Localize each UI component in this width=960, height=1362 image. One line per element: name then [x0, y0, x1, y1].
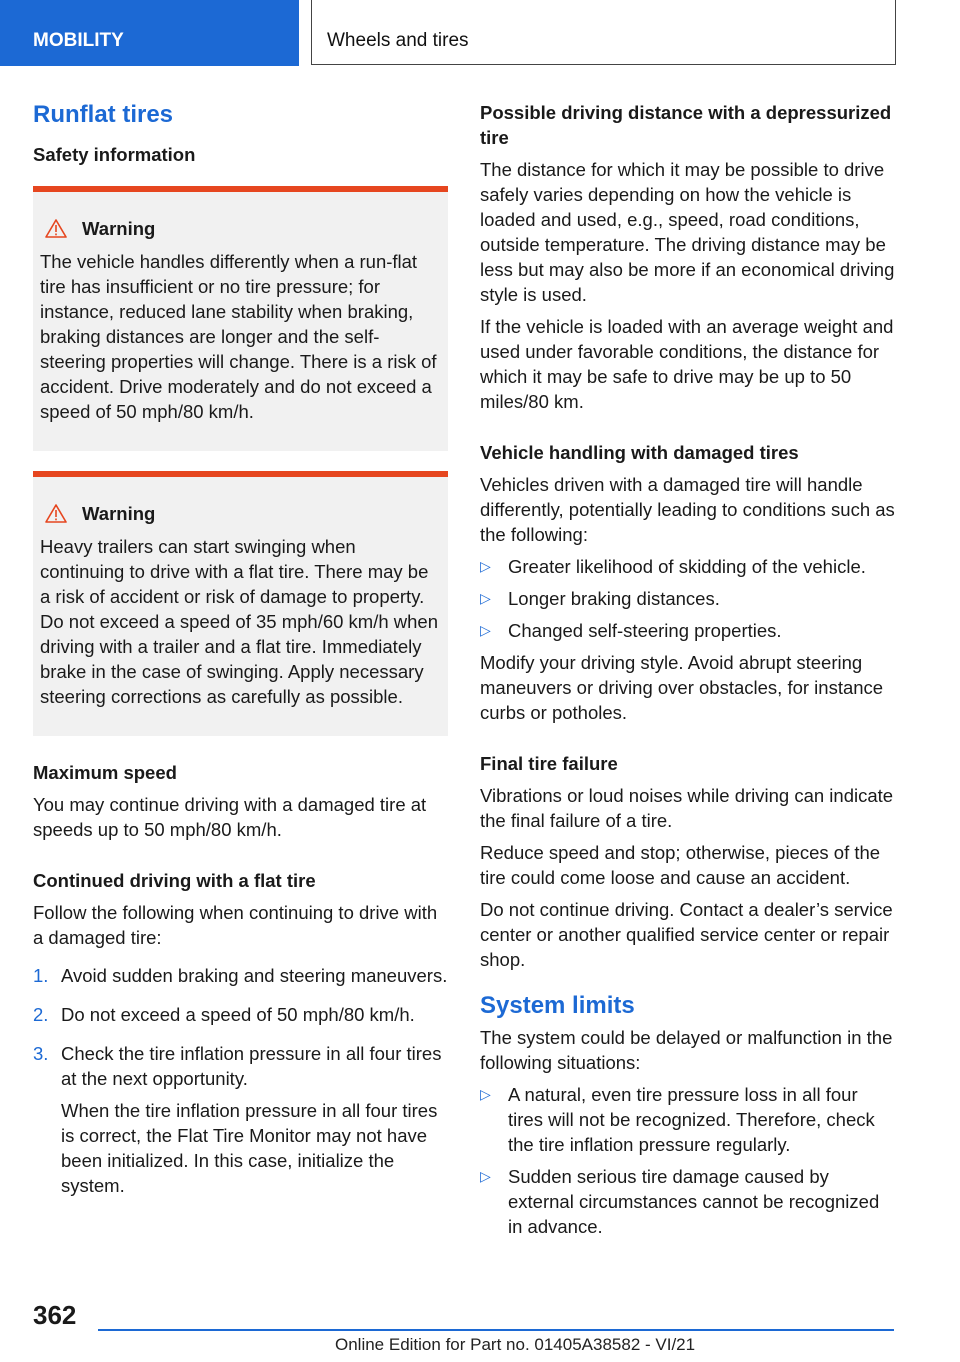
steps-list: [33, 963, 448, 1205]
triangle-bullet-icon: ▷: [480, 1168, 491, 1184]
list-item-text: Changed self-steering properties.: [508, 620, 782, 641]
list-item: [480, 618, 895, 643]
list-item: [33, 1002, 448, 1034]
step-text: Avoid sudden braking and steering maneuvers.: [61, 965, 448, 986]
step-number: 3.: [33, 1043, 49, 1064]
paragraph-distance-2: If the vehicle is loaded with an average weight and used under favorable conditions, the distance for which it may be safe to drive may be up to 50 miles/80 km.: [480, 316, 894, 412]
footer-edition: Online Edition for Part no. 01405A38582 - VI/21: [335, 1335, 696, 1354]
paragraph-vehicle-handling: Vehicles driven with a damaged tire will handle differently, potentially leading to conditions such as the following:: [480, 474, 895, 545]
list-item-text: A natural, even tire pressure loss in all four tires will not be recognized. Therefore, check the tire inflation pressure regularly.: [508, 1084, 875, 1155]
handling-list: [480, 554, 895, 643]
list-item: [480, 1082, 895, 1157]
list-item-text: Longer braking distances.: [508, 588, 720, 609]
heading-final-tire-failure: Final tire failure: [480, 753, 618, 774]
paragraph-distance-1: The distance for which it may be possible to drive safely varies depending on how the vehicle is loaded and used, e.g., speed, road conditions, outside temperature. The driving distance may be less but may also be more if an economical driving style is used.: [480, 159, 895, 305]
step-number: 1.: [33, 965, 49, 986]
list-item: [33, 1041, 448, 1205]
limits-list: [480, 1082, 895, 1239]
paragraph-failure-1: Vibrations or loud noises while driving can indicate the final failure of a tire.: [480, 785, 894, 831]
footer-divider: [98, 1329, 894, 1331]
header-chapter-box: [311, 0, 896, 65]
list-item: [33, 963, 448, 995]
triangle-bullet-icon: ▷: [480, 1086, 491, 1102]
list-item: [480, 554, 895, 579]
step-text: Do not exceed a speed of 50 mph/80 km/h.: [61, 1004, 415, 1025]
heading-driving-distance: Possible driving distance with a depressurized tire: [480, 102, 892, 148]
header-chapter-label: Wheels and tires: [327, 30, 469, 51]
paragraph-failure-3: Do not continue driving. Contact a dealer’s service center or another qualified service center or repair shop.: [480, 899, 893, 970]
heading-vehicle-handling: Vehicle handling with damaged tires: [480, 442, 799, 463]
list-item: [480, 586, 895, 611]
triangle-bullet-icon: ▷: [480, 590, 491, 606]
heading-continued-driving: Continued driving with a flat tire: [33, 870, 316, 891]
triangle-bullet-icon: ▷: [480, 622, 491, 638]
step-number: 2.: [33, 1004, 49, 1025]
paragraph-system-limits: The system could be delayed or malfunction in the following situations:: [480, 1027, 893, 1073]
step-note: When the tire inflation pressure in all four tires is correct, the Flat Tire Monitor may not have been initialized. In this case, initialize the system.: [61, 1100, 438, 1196]
header-section-tab: [0, 0, 299, 66]
header-section-label: MOBILITY: [33, 30, 124, 51]
warning-box: [33, 471, 448, 736]
list-item-text: Greater likelihood of skidding of the vehicle.: [508, 556, 866, 577]
warning-box: [33, 186, 448, 451]
step-text: Check the tire inflation pressure in all four tires at the next opportunity.: [61, 1043, 442, 1089]
section-title-system-limits: System limits: [480, 992, 635, 1019]
section-title-runflat: Runflat tires: [33, 101, 174, 128]
warning-triangle-icon: [45, 504, 67, 523]
paragraph-handling-advice: Modify your driving style. Avoid abrupt steering maneuvers or driving over obstacles, for instance curbs or potholes.: [480, 652, 884, 723]
right-column: [480, 100, 895, 1246]
warning-label: Warning: [82, 218, 156, 239]
left-column: [33, 100, 448, 1212]
paragraph-continued-driving: Follow the following when continuing to drive with a damaged tire:: [33, 902, 438, 948]
warning-triangle-icon: [45, 219, 67, 238]
warning-label: Warning: [82, 503, 156, 524]
warning-text: Heavy trailers can start swinging when continuing to drive with a flat tire. There may be a risk of accident or risk of damage to property. Do not exceed a speed of 35 mph/60 km/h when driving with a trailer and a flat tire. Immediately brake in the case of swinging. Apply necessary steering corrections as carefully as possible.: [40, 536, 439, 707]
triangle-bullet-icon: ▷: [480, 558, 491, 574]
heading-maximum-speed: Maximum speed: [33, 762, 177, 783]
paragraph-maximum-speed: You may continue driving with a damaged tire at speeds up to 50 mph/80 km/h.: [33, 794, 427, 840]
list-item: [480, 1164, 895, 1239]
paragraph-failure-2: Reduce speed and stop; otherwise, pieces of the tire could come loose and cause an accident.: [480, 842, 881, 888]
heading-safety-information: Safety information: [33, 144, 196, 165]
warning-text: The vehicle handles differently when a run-flat tire has insufficient or no tire pressure; for instance, reduced lane stability when braking, braking distances are longer and the self-steering properties will change. There is a risk of accident. Drive moderately and do not exceed a speed of 50 mph/80 km/h.: [40, 251, 437, 422]
list-item-text: Sudden serious tire damage caused by external circumstances cannot be recognized in advance.: [508, 1166, 880, 1237]
page-number: 362: [33, 1300, 77, 1330]
